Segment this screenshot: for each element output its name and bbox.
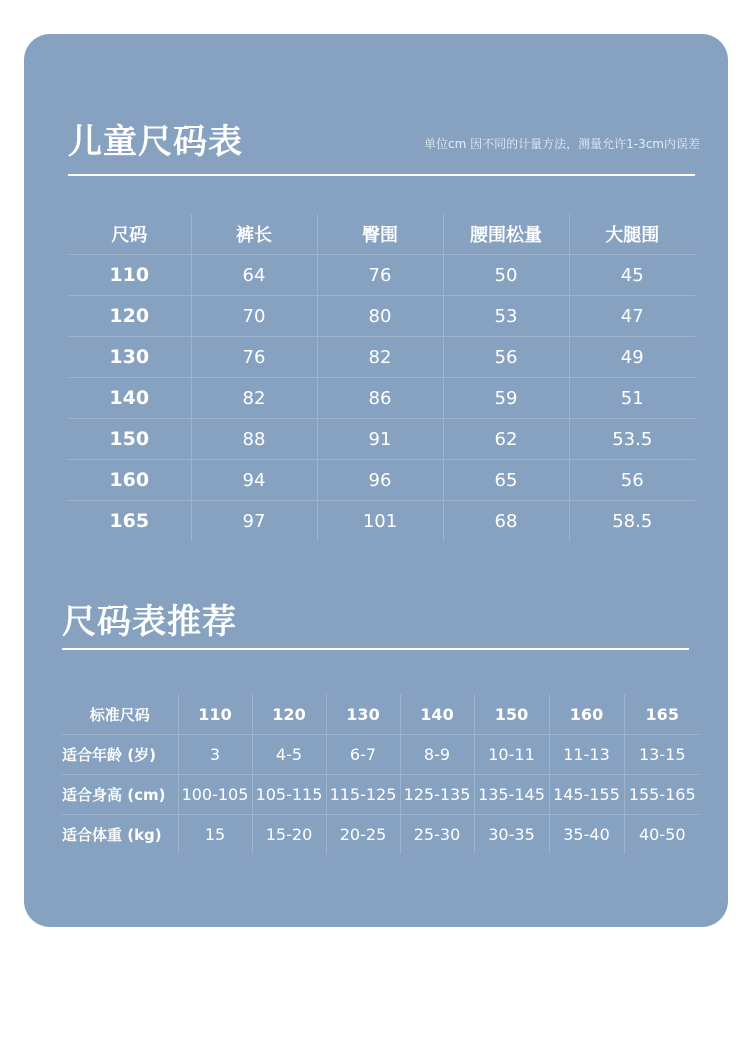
size-card: [24, 34, 728, 927]
size-chart-title: 儿童尺码表: [68, 122, 243, 162]
cell-value: 49: [569, 337, 695, 378]
header-size: 130: [326, 694, 400, 735]
header-size: 120: [252, 694, 326, 735]
cell-value: 11-13: [549, 735, 624, 775]
cell-value: 47: [569, 296, 695, 337]
cell-value: 94: [191, 460, 317, 501]
measurement-note: 单位cm 因不同的计量方法，测量允许1-3cm内误差: [424, 137, 700, 151]
header-size: 160: [549, 694, 624, 735]
cell-value: 3: [178, 735, 252, 775]
cell-value: 82: [317, 337, 443, 378]
cell-value: 56: [569, 460, 695, 501]
header-size: 尺码: [111, 225, 148, 246]
cell-value: 155-165: [624, 775, 700, 815]
cell-value: 10-11: [474, 735, 549, 775]
size-table-header: [68, 214, 695, 255]
cell-value: 13-15: [624, 735, 700, 775]
header-thigh: 大腿围: [569, 214, 695, 255]
cell-value: 86: [317, 378, 443, 419]
cell-value: 40-50: [624, 815, 700, 855]
header-size: 165: [624, 694, 700, 735]
cell-value: 35-40: [549, 815, 624, 855]
cell-value: 97: [191, 501, 317, 542]
table-row: [68, 419, 695, 460]
cell-size: 165: [68, 501, 191, 542]
cell-value: 53.5: [569, 419, 695, 460]
cell-value: 50: [443, 255, 569, 296]
cell-value: 15: [178, 815, 252, 855]
header-pants-length: 裤长: [191, 214, 317, 255]
cell-size: 150: [68, 419, 191, 460]
table-row: [62, 815, 700, 855]
cell-value: 59: [443, 378, 569, 419]
cell-value: 96: [317, 460, 443, 501]
cell-value: 145-155: [549, 775, 624, 815]
cell-value: 115-125: [326, 775, 400, 815]
cell-value: 80: [317, 296, 443, 337]
table-row: [62, 775, 700, 815]
cell-value: 76: [191, 337, 317, 378]
row-label-age: 适合年龄 (岁): [62, 735, 178, 775]
recommend-table: [62, 694, 700, 854]
table-row: [68, 460, 695, 501]
cell-value: 25-30: [400, 815, 474, 855]
header-hip: 臀围: [317, 214, 443, 255]
table-row: [62, 735, 700, 775]
cell-value: 101: [317, 501, 443, 542]
cell-size: 140: [68, 378, 191, 419]
cell-value: 53: [443, 296, 569, 337]
cell-value: 15-20: [252, 815, 326, 855]
cell-value: 64: [191, 255, 317, 296]
cell-value: 91: [317, 419, 443, 460]
header-size: 140: [400, 694, 474, 735]
cell-value: 4-5: [252, 735, 326, 775]
cell-value: 100-105: [178, 775, 252, 815]
header-waist: 腰围松量: [443, 214, 569, 255]
recommend-header: [62, 694, 700, 735]
title-divider: [68, 174, 695, 176]
row-label-height: 适合身高 (cm): [62, 775, 178, 815]
cell-value: 45: [569, 255, 695, 296]
table-row: [68, 378, 695, 419]
cell-size: 120: [68, 296, 191, 337]
recommend-divider: [62, 648, 689, 650]
cell-value: 56: [443, 337, 569, 378]
cell-size: 160: [68, 460, 191, 501]
cell-value: 82: [191, 378, 317, 419]
cell-value: 62: [443, 419, 569, 460]
cell-value: 76: [317, 255, 443, 296]
header-size: 110: [178, 694, 252, 735]
cell-value: 8-9: [400, 735, 474, 775]
cell-value: 58.5: [569, 501, 695, 542]
cell-value: 51: [569, 378, 695, 419]
cell-value: 125-135: [400, 775, 474, 815]
cell-value: 6-7: [326, 735, 400, 775]
cell-size: 130: [68, 337, 191, 378]
cell-value: 70: [191, 296, 317, 337]
table-row: [68, 255, 695, 296]
size-table: [68, 214, 695, 541]
table-row: [68, 337, 695, 378]
cell-value: 88: [191, 419, 317, 460]
cell-value: 20-25: [326, 815, 400, 855]
cell-value: 65: [443, 460, 569, 501]
header-size: 150: [474, 694, 549, 735]
row-label-weight: 适合体重 (kg): [62, 815, 178, 855]
recommend-title: 尺码表推荐: [62, 602, 237, 642]
table-row: [68, 296, 695, 337]
cell-value: 105-115: [252, 775, 326, 815]
cell-value: 135-145: [474, 775, 549, 815]
cell-value: 68: [443, 501, 569, 542]
header-standard-size: 标准尺码: [89, 705, 150, 724]
cell-size: 110: [68, 255, 191, 296]
cell-value: 30-35: [474, 815, 549, 855]
table-row: [68, 501, 695, 542]
